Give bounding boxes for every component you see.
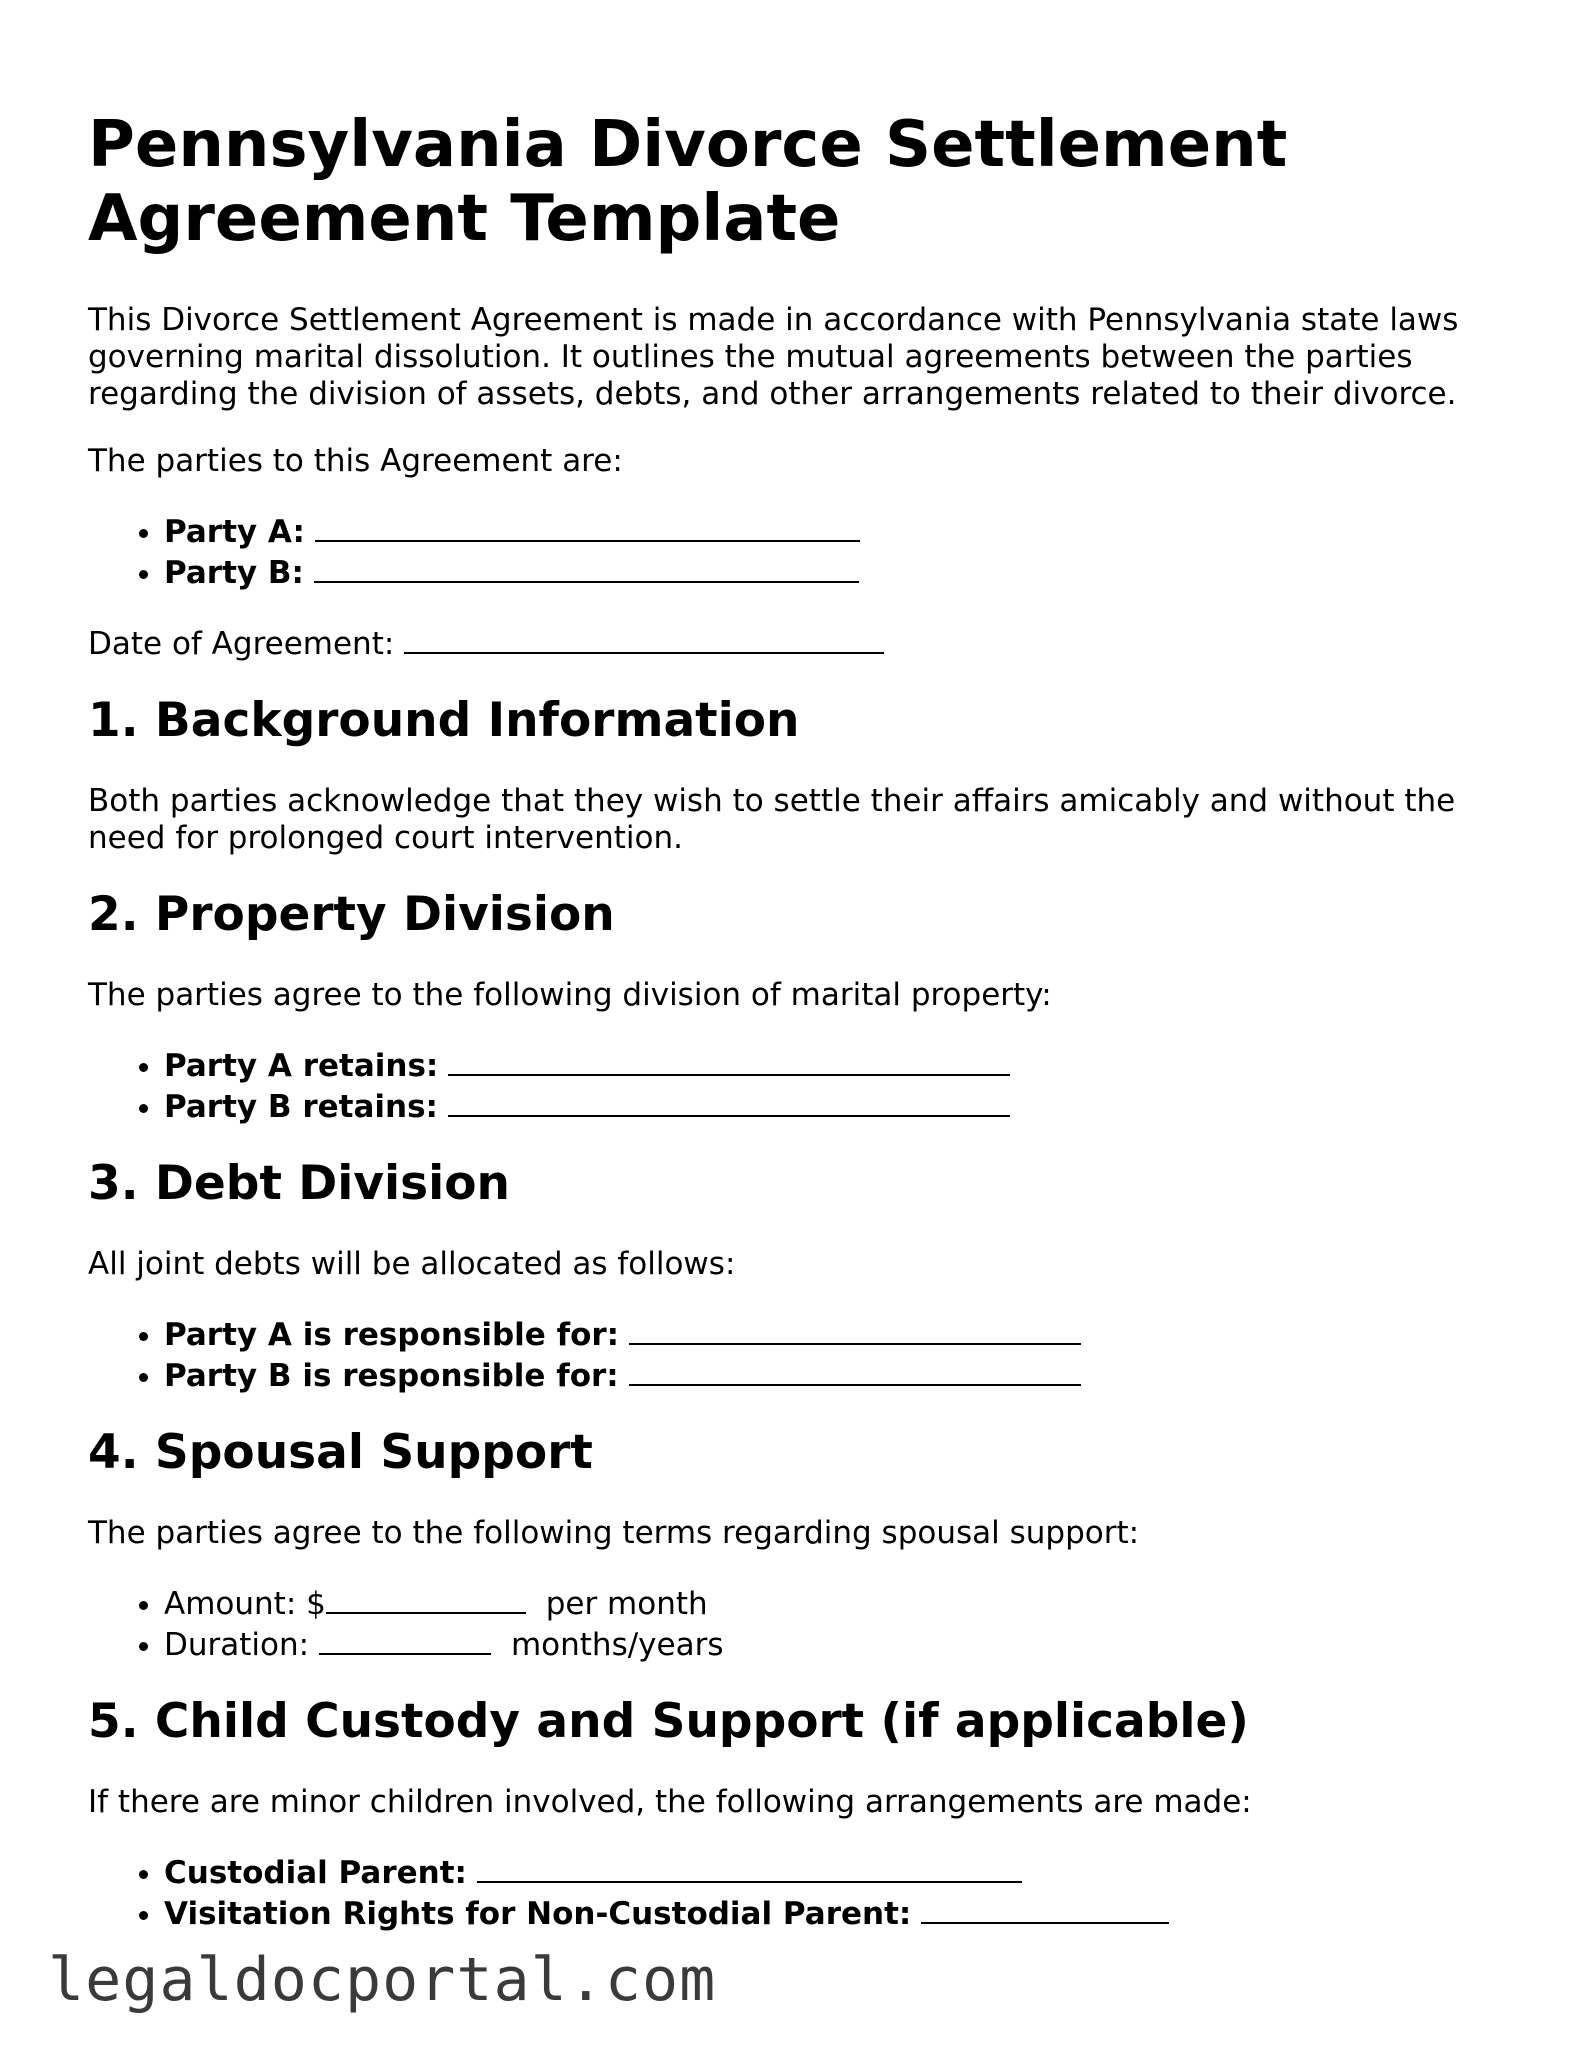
section-heading-property: 2. Property Division xyxy=(88,887,615,942)
list-item xyxy=(164,551,1518,592)
section-heading-custody: 5. Child Custody and Support (if applicable) xyxy=(88,1694,1249,1749)
debt-b-blank[interactable] xyxy=(629,1354,1081,1386)
custody-list xyxy=(88,1851,1518,1933)
section-heading-debt: 3. Debt Division xyxy=(88,1156,510,1211)
property-item-a-label: Party A retains: xyxy=(164,1048,439,1084)
party-b-blank[interactable] xyxy=(314,551,859,583)
parties-intro: The parties to this Agreement are: xyxy=(88,443,623,479)
debt-item-b-label: Party B is responsible for: xyxy=(164,1358,619,1394)
document-page xyxy=(88,108,1518,1963)
section-heading-spousal: 4. Spousal Support xyxy=(88,1425,593,1480)
section-heading-background: 1. Background Information xyxy=(88,693,800,748)
custodial-parent-label: Custodial Parent: xyxy=(164,1855,467,1891)
date-label: Date of Agreement: xyxy=(88,626,395,662)
debt-item-a-label: Party A is responsible for: xyxy=(164,1317,620,1353)
list-item xyxy=(164,1851,1518,1892)
property-list xyxy=(88,1044,1518,1126)
duration-suffix: months/years xyxy=(510,1627,724,1663)
list-item xyxy=(164,1892,1518,1933)
list-item xyxy=(164,1582,1518,1623)
property-a-blank[interactable] xyxy=(448,1044,1010,1076)
debt-text: All joint debts will be allocated as follows: xyxy=(88,1246,736,1282)
spousal-text: The parties agree to the following terms regarding spousal support: xyxy=(88,1515,1140,1551)
custody-text: If there are minor children involved, the following arrangements are made: xyxy=(88,1784,1252,1820)
list-item xyxy=(164,510,1518,551)
spousal-list xyxy=(88,1582,1518,1664)
property-text: The parties agree to the following division of marital property: xyxy=(88,977,1052,1013)
amount-blank[interactable] xyxy=(326,1582,526,1614)
list-item xyxy=(164,1623,1518,1664)
list-item xyxy=(164,1085,1518,1126)
document-title: Pennsylvania Divorce Settlement Agreement Template xyxy=(88,108,1288,256)
duration-blank[interactable] xyxy=(319,1623,491,1655)
background-text: Both parties acknowledge that they wish to settle their affairs amicably and without the need for prolonged court intervention. xyxy=(88,783,1456,856)
custodial-parent-blank[interactable] xyxy=(477,1851,1022,1883)
amount-suffix: per month xyxy=(545,1586,708,1622)
visitation-label: Visitation Rights for Non-Custodial Parent: xyxy=(164,1896,912,1932)
party-b-label: Party B: xyxy=(164,555,304,591)
party-a-blank[interactable] xyxy=(315,510,860,542)
date-line xyxy=(88,622,1518,663)
party-a-label: Party A: xyxy=(164,514,305,550)
property-b-blank[interactable] xyxy=(448,1085,1010,1117)
debt-a-blank[interactable] xyxy=(629,1313,1081,1345)
debt-list xyxy=(88,1313,1518,1395)
property-item-b-label: Party B retains: xyxy=(164,1089,438,1125)
amount-label: Amount: $ xyxy=(164,1586,326,1622)
date-blank[interactable] xyxy=(404,622,884,654)
list-item xyxy=(164,1313,1518,1354)
list-item xyxy=(164,1044,1518,1085)
watermark: legaldocportal.com xyxy=(48,1945,717,2015)
list-item xyxy=(164,1354,1518,1395)
visitation-blank[interactable] xyxy=(921,1892,1169,1924)
intro-paragraph: This Divorce Settlement Agreement is made in accordance with Pennsylvania state laws governing marital dissolution. It outlines the mutual agreements between the parties regarding the division of assets, debts, and other arrangements related to their divorce. xyxy=(88,302,1459,412)
duration-label: Duration: xyxy=(164,1627,310,1663)
parties-list xyxy=(88,510,1518,592)
